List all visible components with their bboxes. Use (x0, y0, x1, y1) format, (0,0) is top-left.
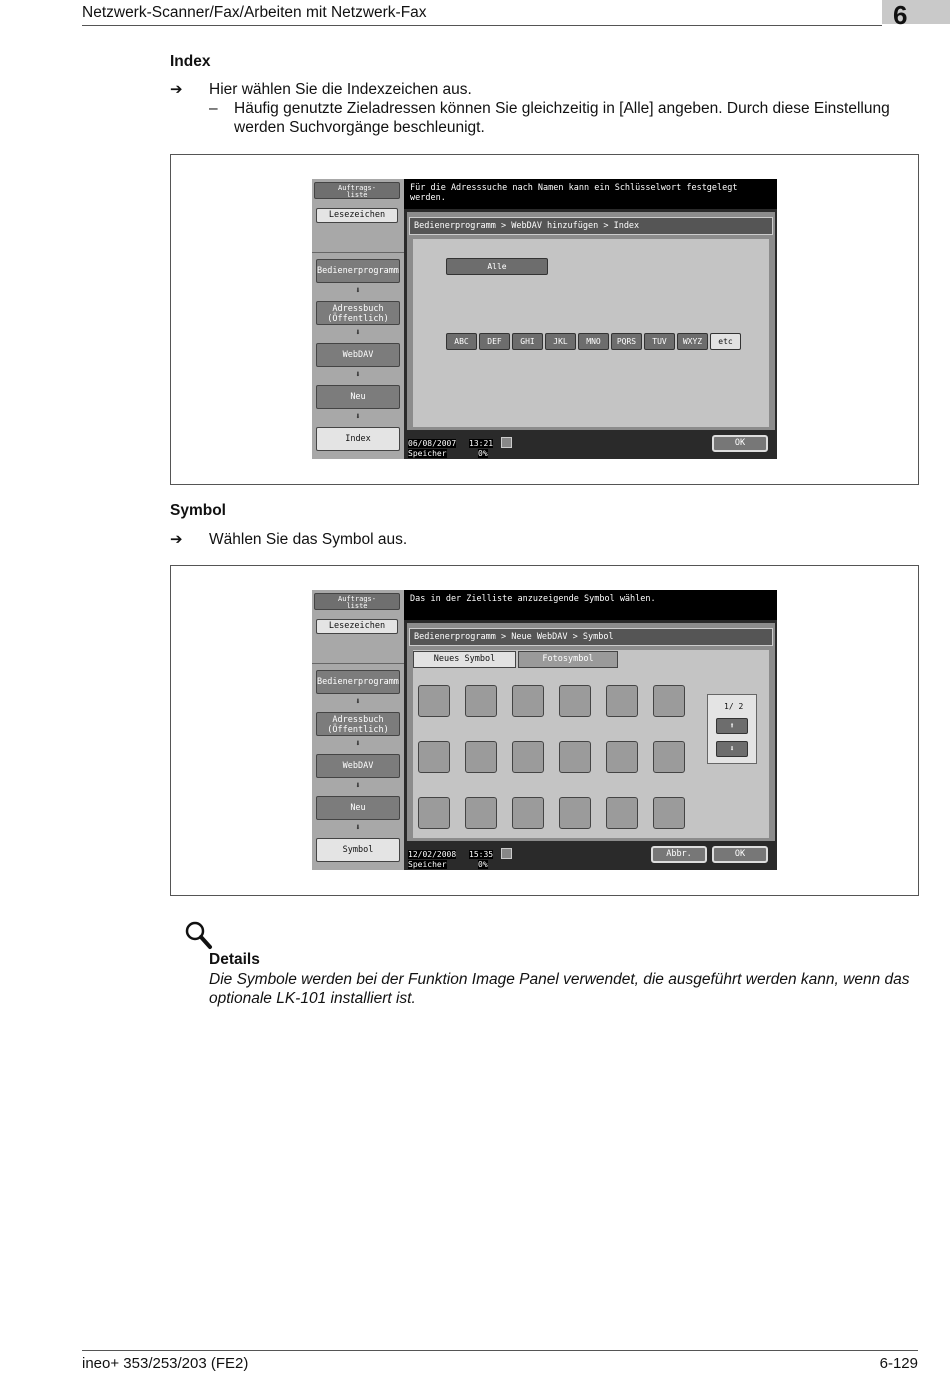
group-icon[interactable] (418, 797, 450, 829)
key-ghi[interactable]: GHI (512, 333, 543, 350)
status-icon (501, 848, 512, 859)
side-divider (312, 663, 404, 664)
bookmark-button[interactable]: Lesezeichen (316, 619, 398, 634)
key-tuv[interactable]: TUV (644, 333, 675, 350)
index-screen (312, 179, 777, 459)
running-header: Netzwerk-Scanner/Fax/Arbeiten mit Netzwerk-Fax (82, 4, 427, 21)
page-number: 6-129 (879, 1355, 918, 1372)
symbol-step: Wählen Sie das Symbol aus. (209, 531, 408, 548)
status-time: 13:21 (469, 439, 494, 448)
job-list-button[interactable]: Auftrags- liste (314, 182, 400, 199)
flow-arrow-icon: ⬇ (355, 412, 361, 422)
side-item-new[interactable]: Neu (316, 796, 400, 820)
side-item-webdav[interactable]: WebDAV (316, 754, 400, 778)
portrait-icon[interactable] (559, 741, 591, 773)
group-icon[interactable] (512, 797, 544, 829)
portrait-icon[interactable] (653, 741, 685, 773)
group-icon[interactable] (465, 797, 497, 829)
bookmark-button[interactable]: Lesezeichen (316, 208, 398, 223)
key-jkl[interactable]: JKL (545, 333, 576, 350)
all-button[interactable]: Alle (446, 258, 548, 275)
index-note-line1: Häufig genutzte Zieladressen können Sie gleichzeitig in [Alle] angeben. Durch diese Einstellung (234, 100, 890, 117)
key-pqrs[interactable]: PQRS (611, 333, 642, 350)
chapter-number: 6 (893, 0, 908, 30)
status-time: 15:35 (469, 850, 494, 859)
side-item-new[interactable]: Neu (316, 385, 400, 409)
memory-value: 0% (478, 449, 488, 458)
scroll-down-button[interactable]: ⬇ (716, 741, 748, 757)
group-icon[interactable] (559, 797, 591, 829)
tab-photo-symbol[interactable]: Fotosymbol (518, 651, 618, 668)
side-item-index[interactable]: Index (316, 427, 400, 451)
index-note-line2: werden Suchvorgänge beschleunigt. (234, 119, 485, 136)
job-list-button[interactable]: Auftrags- liste (314, 593, 400, 610)
portrait-icon[interactable] (418, 741, 450, 773)
flow-arrow-icon: ⬇ (355, 370, 361, 380)
ok-button[interactable]: OK (712, 435, 768, 452)
footer-rule (82, 1350, 918, 1351)
flow-arrow-icon: ⬇ (355, 739, 361, 749)
index-heading: Index (170, 53, 211, 70)
details-line1: Die Symbole werden bei der Funktion Image Panel verwendet, die ausgeführt werden kann, wenn das (209, 971, 910, 988)
symbol-screen (312, 590, 777, 870)
side-item-symbol[interactable]: Symbol (316, 838, 400, 862)
step-arrow-icon: ➔ (170, 531, 183, 548)
person-icon[interactable] (606, 685, 638, 717)
ok-button[interactable]: OK (712, 846, 768, 863)
note-dash: – (209, 100, 218, 117)
side-item-operator[interactable]: Bedienerprogramm (316, 670, 400, 694)
details-line2: optionale LK-101 installiert ist. (209, 990, 416, 1007)
person-icon[interactable] (512, 685, 544, 717)
breadcrumb: Bedienerprogramm > Neue WebDAV > Symbol (409, 628, 773, 646)
status-date: 06/08/2007 (408, 439, 457, 448)
portrait-icon[interactable] (606, 741, 638, 773)
message-bar: Das in der Zielliste anzuzeigende Symbol wählen. (404, 590, 777, 620)
person-icon[interactable] (465, 685, 497, 717)
status-icon (501, 437, 512, 448)
details-title: Details (209, 951, 260, 968)
breadcrumb: Bedienerprogramm > WebDAV hinzufügen > Index (409, 217, 773, 235)
key-etc[interactable]: etc (710, 333, 741, 350)
key-wxyz[interactable]: WXYZ (677, 333, 708, 350)
key-mno[interactable]: MNO (578, 333, 609, 350)
footer-product: ineo+ 353/253/203 (FE2) (82, 1355, 249, 1372)
tab-new-symbol[interactable]: Neues Symbol (413, 651, 516, 668)
status-date: 12/02/2008 (408, 850, 457, 859)
scroll-up-button[interactable]: ⬆ (716, 718, 748, 734)
key-abc[interactable]: ABC (446, 333, 477, 350)
magnifier-icon (184, 920, 214, 950)
memory-label: Speicher (408, 860, 447, 869)
flow-arrow-icon: ⬇ (355, 823, 361, 833)
flow-arrow-icon: ⬇ (355, 697, 361, 707)
index-step: Hier wählen Sie die Indexzeichen aus. (209, 81, 472, 98)
person-icon[interactable] (653, 685, 685, 717)
group-icon[interactable] (606, 797, 638, 829)
side-item-operator[interactable]: Bedienerprogramm (316, 259, 400, 283)
step-arrow-icon: ➔ (170, 81, 183, 98)
side-divider (312, 252, 404, 253)
cancel-button[interactable]: Abbr. (651, 846, 707, 863)
portrait-icon[interactable] (512, 741, 544, 773)
group-icon[interactable] (653, 797, 685, 829)
memory-label: Speicher (408, 449, 447, 458)
side-item-addressbook[interactable]: Adressbuch (Öffentlich) (316, 712, 400, 736)
header-rule (82, 25, 882, 26)
flow-arrow-icon: ⬇ (355, 286, 361, 296)
symbol-heading: Symbol (170, 502, 226, 519)
flow-arrow-icon: ⬇ (355, 781, 361, 791)
page-indicator: 1/ 2 (724, 702, 744, 711)
person-icon[interactable] (418, 685, 450, 717)
side-item-webdav[interactable]: WebDAV (316, 343, 400, 367)
memory-value: 0% (478, 860, 488, 869)
portrait-icon[interactable] (465, 741, 497, 773)
side-item-addressbook[interactable]: Adressbuch (Öffentlich) (316, 301, 400, 325)
message-bar: Für die Adresssuche nach Namen kann ein Schlüsselwort festgelegt werden. (404, 179, 777, 209)
flow-arrow-icon: ⬇ (355, 328, 361, 338)
key-def[interactable]: DEF (479, 333, 510, 350)
person-icon[interactable] (559, 685, 591, 717)
